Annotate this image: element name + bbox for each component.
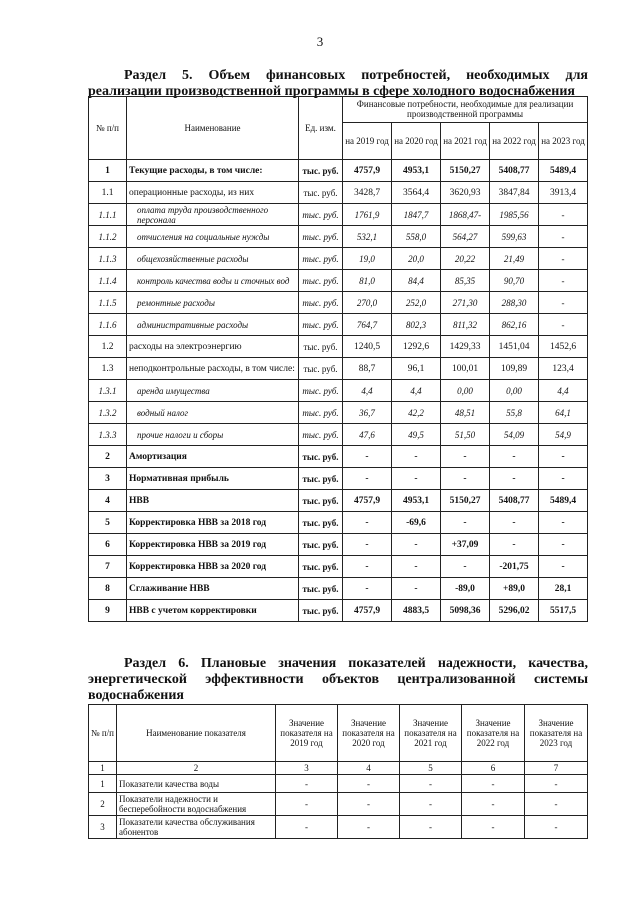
row-value: 19,0 <box>343 248 392 270</box>
row-value: - <box>400 775 462 793</box>
section6-title-line2: энергетической эффективности объектов централизованной системы водоснабжения <box>88 672 588 703</box>
row-value: 4953,1 <box>392 490 441 512</box>
row-value: - <box>338 793 400 816</box>
row-value: 47,6 <box>343 424 392 446</box>
row-value: 5489,4 <box>539 490 588 512</box>
row-value: 109,89 <box>490 358 539 380</box>
row-number: 1.3 <box>89 358 127 380</box>
row-value: 599,63 <box>490 226 539 248</box>
row-value: - <box>276 775 338 793</box>
row-value: 811,32 <box>441 314 490 336</box>
row-value: 28,1 <box>539 578 588 600</box>
row-value: - <box>441 556 490 578</box>
row-value: 4757,9 <box>343 160 392 182</box>
row-value: 1761,9 <box>343 204 392 226</box>
table-row <box>89 358 588 380</box>
column-index: 7 <box>525 762 588 775</box>
row-value: 42,2 <box>392 402 441 424</box>
row-value: - <box>539 226 588 248</box>
row-value: 764,7 <box>343 314 392 336</box>
row-value: 252,0 <box>392 292 441 314</box>
row-value: 54,9 <box>539 424 588 446</box>
row-value: 1868,47- <box>441 204 490 226</box>
table-row <box>89 446 588 468</box>
table-row <box>89 204 588 226</box>
table-row <box>89 402 588 424</box>
row-value: 4757,9 <box>343 600 392 622</box>
row-value: - <box>462 793 525 816</box>
row-value: 36,7 <box>343 402 392 424</box>
row-value: - <box>539 534 588 556</box>
column-index: 2 <box>117 762 276 775</box>
row-value: - <box>392 534 441 556</box>
row-unit: тыс. руб. <box>299 512 343 534</box>
row-name: Текущие расходы, в том числе: <box>127 160 299 182</box>
row-value: - <box>338 775 400 793</box>
row-value: - <box>400 816 462 839</box>
financial-needs-table <box>88 96 588 622</box>
row-name: Нормативная прибыль <box>127 468 299 490</box>
row-value: - <box>525 793 588 816</box>
row-value: 96,1 <box>392 358 441 380</box>
row-unit: тыс. руб. <box>299 468 343 490</box>
table-row <box>89 793 588 816</box>
table-row <box>89 292 588 314</box>
row-unit: тыс. руб. <box>299 182 343 204</box>
col-header-year: на 2021 год <box>441 122 490 159</box>
row-name: неподконтрольные расходы, в том числе: <box>127 358 299 380</box>
col-header-year: на 2020 год <box>392 122 441 159</box>
row-value: 3564,4 <box>392 182 441 204</box>
row-value: - <box>441 468 490 490</box>
row-unit: тыс. руб. <box>299 358 343 380</box>
row-number: 1.3.2 <box>89 402 127 424</box>
row-name: Корректировка НВВ за 2020 год <box>127 556 299 578</box>
col-header-year: на 2022 год <box>490 122 539 159</box>
row-unit: тыс. руб. <box>299 446 343 468</box>
row-name: НВВ с учетом корректировки <box>127 600 299 622</box>
row-value: 802,3 <box>392 314 441 336</box>
row-value: 48,51 <box>441 402 490 424</box>
row-number: 1.3.1 <box>89 380 127 402</box>
row-name: прочие налоги и сборы <box>127 424 299 446</box>
page-number: 3 <box>316 34 324 49</box>
row-unit: тыс. руб. <box>299 424 343 446</box>
row-unit: тыс. руб. <box>299 336 343 358</box>
row-value: - <box>462 816 525 839</box>
row-number: 1 <box>89 775 117 793</box>
row-value: 4,4 <box>392 380 441 402</box>
row-number: 3 <box>89 468 127 490</box>
row-value: 1451,04 <box>490 336 539 358</box>
row-name: отчисления на социальные нужды <box>127 226 299 248</box>
col-header-unit: Ед. изм. <box>299 97 343 160</box>
row-value: - <box>400 793 462 816</box>
row-name: общехозяйственные расходы <box>127 248 299 270</box>
row-value: 1452,6 <box>539 336 588 358</box>
row-number: 1.1.3 <box>89 248 127 270</box>
row-number: 1.1.1 <box>89 204 127 226</box>
row-number: 2 <box>89 793 117 816</box>
row-value: - <box>539 446 588 468</box>
col-header-year: Значение показателя на 2023 год <box>525 705 588 762</box>
col-header-year: Значение показателя на 2020 год <box>338 705 400 762</box>
row-unit: тыс. руб. <box>299 248 343 270</box>
table-row <box>89 160 588 182</box>
row-value: - <box>539 292 588 314</box>
row-number: 1.1.6 <box>89 314 127 336</box>
table-row <box>89 182 588 204</box>
row-value: - <box>539 468 588 490</box>
col-header-num: № п/п <box>89 705 117 762</box>
row-number: 3 <box>89 816 117 839</box>
row-unit: тыс. руб. <box>299 490 343 512</box>
row-value: 5150,27 <box>441 490 490 512</box>
row-unit: тыс. руб. <box>299 600 343 622</box>
row-value: 532,1 <box>343 226 392 248</box>
table-row <box>89 424 588 446</box>
row-number: 9 <box>89 600 127 622</box>
row-value: - <box>525 775 588 793</box>
row-value: -69,6 <box>392 512 441 534</box>
row-value: 5408,77 <box>490 490 539 512</box>
table-row <box>89 578 588 600</box>
row-value: 5489,4 <box>539 160 588 182</box>
row-value: 100,01 <box>441 358 490 380</box>
row-name: Показатели качества воды <box>117 775 276 793</box>
row-value: 271,30 <box>441 292 490 314</box>
row-value: 0,00 <box>490 380 539 402</box>
row-value: 5408,77 <box>490 160 539 182</box>
row-unit: тыс. руб. <box>299 226 343 248</box>
row-unit: тыс. руб. <box>299 402 343 424</box>
table-row <box>89 534 588 556</box>
col-header-group: Финансовые потребности, необходимые для реализации производственной программы <box>343 97 588 123</box>
row-name: расходы на электроэнергию <box>127 336 299 358</box>
row-value: - <box>392 556 441 578</box>
table-row <box>89 775 588 793</box>
section6-title <box>88 656 588 704</box>
row-value: 4953,1 <box>392 160 441 182</box>
row-value: 49,5 <box>392 424 441 446</box>
row-value: 3428,7 <box>343 182 392 204</box>
col-header-year: на 2019 год <box>343 122 392 159</box>
row-value: 81,0 <box>343 270 392 292</box>
row-value: 88,7 <box>343 358 392 380</box>
row-name: Амортизация <box>127 446 299 468</box>
row-value: 3913,4 <box>539 182 588 204</box>
row-unit: тыс. руб. <box>299 578 343 600</box>
table-row <box>89 248 588 270</box>
row-value: 85,35 <box>441 270 490 292</box>
section5-title-line1: Раздел 5. Объем финансовых потребностей, необходимых для <box>124 68 588 83</box>
row-value: - <box>343 578 392 600</box>
row-value: - <box>392 468 441 490</box>
row-value: 4883,5 <box>392 600 441 622</box>
row-value: 5098,36 <box>441 600 490 622</box>
row-value: - <box>343 512 392 534</box>
row-value: 4757,9 <box>343 490 392 512</box>
row-value: 1847,7 <box>392 204 441 226</box>
row-value: 4,4 <box>343 380 392 402</box>
row-value: - <box>462 775 525 793</box>
row-name: аренда имущества <box>127 380 299 402</box>
column-index: 6 <box>462 762 525 775</box>
row-number: 1.1.2 <box>89 226 127 248</box>
row-unit: тыс. руб. <box>299 534 343 556</box>
row-name: НВВ <box>127 490 299 512</box>
column-index: 4 <box>338 762 400 775</box>
row-number: 1.3.3 <box>89 424 127 446</box>
row-value: - <box>276 816 338 839</box>
section6-title-line1: Раздел 6. Плановые значения показателей надежности, качества, <box>124 656 588 671</box>
table-row <box>89 468 588 490</box>
index-row <box>89 762 588 775</box>
row-value: 1429,33 <box>441 336 490 358</box>
row-name: водный налог <box>127 402 299 424</box>
section5-title-line2: реализации производственной программы в сфере холодного водоснабжения <box>88 84 575 99</box>
table-row <box>89 270 588 292</box>
row-value: - <box>276 793 338 816</box>
row-value: 51,50 <box>441 424 490 446</box>
row-value: 123,4 <box>539 358 588 380</box>
row-value: 5517,5 <box>539 600 588 622</box>
row-value: 90,70 <box>490 270 539 292</box>
row-value: - <box>539 270 588 292</box>
row-name: Корректировка НВВ за 2019 год <box>127 534 299 556</box>
row-value: - <box>539 556 588 578</box>
row-value: 55,8 <box>490 402 539 424</box>
row-value: -201,75 <box>490 556 539 578</box>
row-number: 2 <box>89 446 127 468</box>
row-value: 1292,6 <box>392 336 441 358</box>
row-number: 5 <box>89 512 127 534</box>
row-value: 20,22 <box>441 248 490 270</box>
row-value: 1985,56 <box>490 204 539 226</box>
col-header-year: Значение показателя на 2021 год <box>400 705 462 762</box>
row-value: +37,09 <box>441 534 490 556</box>
row-unit: тыс. руб. <box>299 314 343 336</box>
table-row <box>89 336 588 358</box>
row-name: Показатели надежности и бесперебойности водоснабжения <box>117 793 276 816</box>
row-number: 7 <box>89 556 127 578</box>
row-value: 270,0 <box>343 292 392 314</box>
table-row <box>89 490 588 512</box>
row-value: 5150,27 <box>441 160 490 182</box>
row-number: 1.1.4 <box>89 270 127 292</box>
table-row <box>89 600 588 622</box>
row-value: - <box>343 534 392 556</box>
row-name: Показатели качества обслуживания абонентов <box>117 816 276 839</box>
row-value: - <box>441 446 490 468</box>
row-value: 21,49 <box>490 248 539 270</box>
row-unit: тыс. руб. <box>299 292 343 314</box>
row-name: ремонтные расходы <box>127 292 299 314</box>
table-row <box>89 816 588 839</box>
row-unit: тыс. руб. <box>299 380 343 402</box>
col-header-year: на 2023 год <box>539 122 588 159</box>
row-unit: тыс. руб. <box>299 160 343 182</box>
row-value: 54,09 <box>490 424 539 446</box>
row-value: - <box>490 468 539 490</box>
row-value: -89,0 <box>441 578 490 600</box>
indicators-table <box>88 704 588 839</box>
row-number: 1.2 <box>89 336 127 358</box>
row-value: 4,4 <box>539 380 588 402</box>
row-unit: тыс. руб. <box>299 270 343 292</box>
row-number: 1.1 <box>89 182 127 204</box>
row-name: контроль качества воды и сточных вод <box>127 270 299 292</box>
row-value: 288,30 <box>490 292 539 314</box>
row-value: - <box>525 816 588 839</box>
col-header-year: Значение показателя на 2019 год <box>276 705 338 762</box>
col-header-num: № п/п <box>89 97 127 160</box>
row-value: - <box>392 446 441 468</box>
row-value: - <box>343 556 392 578</box>
row-value: 558,0 <box>392 226 441 248</box>
row-value: 84,4 <box>392 270 441 292</box>
table-row <box>89 380 588 402</box>
row-number: 4 <box>89 490 127 512</box>
row-value: - <box>490 446 539 468</box>
row-value: 3620,93 <box>441 182 490 204</box>
row-value: - <box>490 512 539 534</box>
row-value: - <box>392 578 441 600</box>
row-number: 1 <box>89 160 127 182</box>
row-value: - <box>539 314 588 336</box>
row-value: - <box>343 468 392 490</box>
row-unit: тыс. руб. <box>299 556 343 578</box>
row-number: 8 <box>89 578 127 600</box>
table-row <box>89 556 588 578</box>
row-value: - <box>338 816 400 839</box>
row-value: 1240,5 <box>343 336 392 358</box>
row-name: операционные расходы, из них <box>127 182 299 204</box>
table-row <box>89 226 588 248</box>
row-unit: тыс. руб. <box>299 204 343 226</box>
row-value: - <box>343 446 392 468</box>
row-value: +89,0 <box>490 578 539 600</box>
row-name: оплата труда производственного персонала <box>127 204 299 226</box>
row-value: 3847,84 <box>490 182 539 204</box>
col-header-name: Наименование показателя <box>117 705 276 762</box>
table-row <box>89 512 588 534</box>
row-value: 20,0 <box>392 248 441 270</box>
row-number: 1.1.5 <box>89 292 127 314</box>
row-value: 564,27 <box>441 226 490 248</box>
row-value: 5296,02 <box>490 600 539 622</box>
column-index: 5 <box>400 762 462 775</box>
row-value: - <box>539 204 588 226</box>
row-value: 0,00 <box>441 380 490 402</box>
row-name: Корректировка НВВ за 2018 год <box>127 512 299 534</box>
row-name: административные расходы <box>127 314 299 336</box>
row-value: - <box>539 248 588 270</box>
col-header-name: Наименование <box>127 97 299 160</box>
row-number: 6 <box>89 534 127 556</box>
row-value: - <box>490 534 539 556</box>
col-header-year: Значение показателя на 2022 год <box>462 705 525 762</box>
row-value: 862,16 <box>490 314 539 336</box>
row-value: - <box>441 512 490 534</box>
column-index: 3 <box>276 762 338 775</box>
row-name: Сглаживание НВВ <box>127 578 299 600</box>
row-value: - <box>539 512 588 534</box>
table-row <box>89 314 588 336</box>
column-index: 1 <box>89 762 117 775</box>
row-value: 64,1 <box>539 402 588 424</box>
